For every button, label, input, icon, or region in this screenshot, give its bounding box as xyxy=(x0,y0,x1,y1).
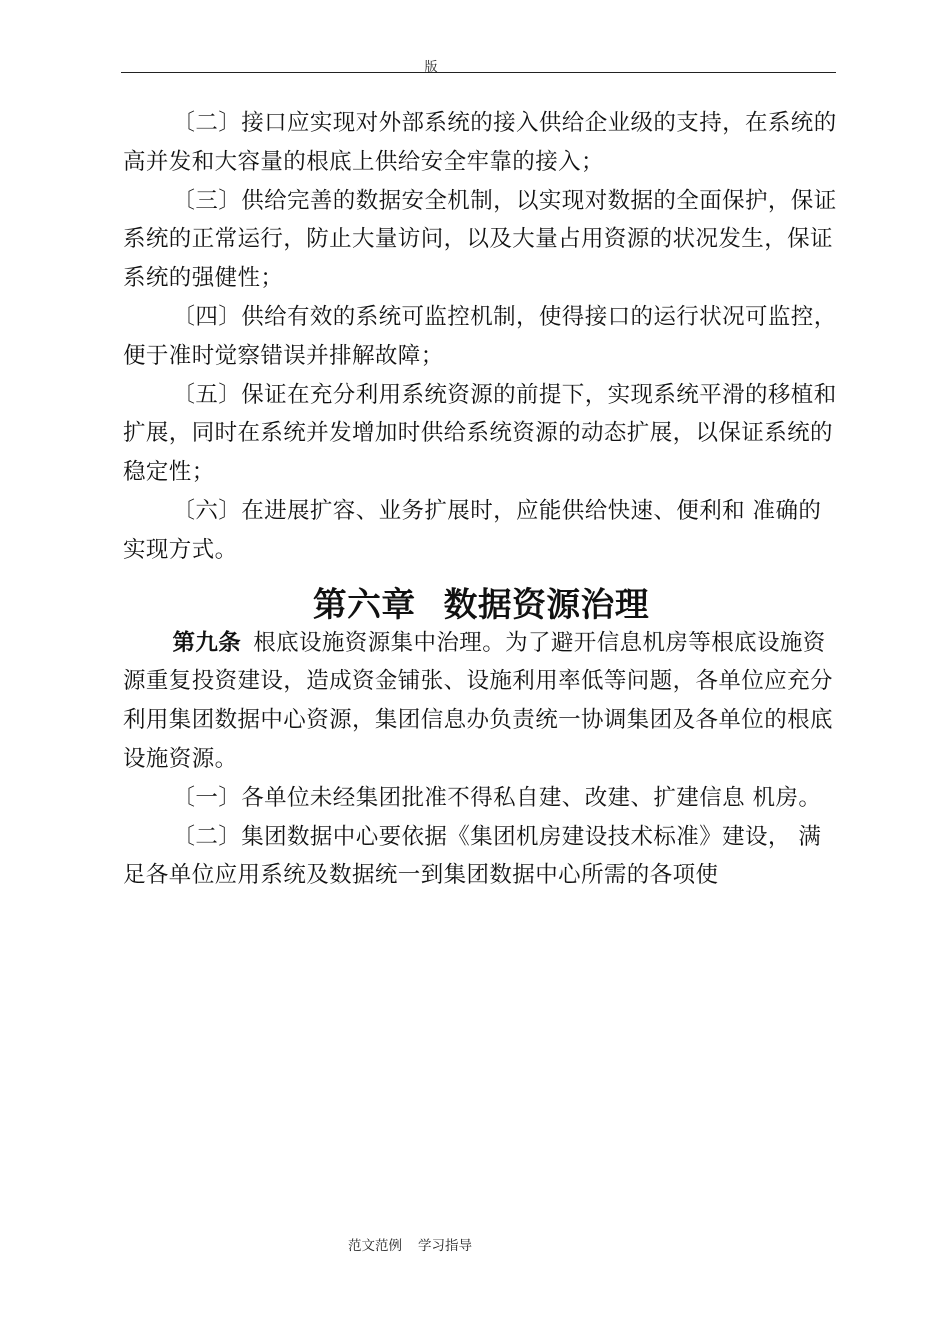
article-paragraph xyxy=(123,624,839,779)
clause-paragraph: 〔二〕集团数据中心要依据《集团机房建设技术标准》建设， 满足各单位应用系统及数据统一到集团数据中心所需的各项使 xyxy=(123,823,822,889)
header-divider xyxy=(121,72,836,73)
document-body xyxy=(123,104,839,895)
clause-paragraph: 〔四〕供给有效的系统可监控机制，使得接口的运行状况可监控，便于准时觉察错误并排解故障； xyxy=(123,303,837,369)
page-header: 版 xyxy=(424,60,438,75)
footer-right: 学习指导 xyxy=(418,1238,472,1254)
chapter-title: 数据资源治理 xyxy=(443,584,650,624)
clause-paragraph: 〔一〕各单位未经集团批准不得私自建、改建、扩建信息 机房。 xyxy=(172,784,822,811)
footer-left: 范文范例 xyxy=(348,1238,402,1254)
chapter-number: 第六章 xyxy=(312,584,416,624)
clause-paragraph: 〔三〕供给完善的数据安全机制，以实现对数据的全面保护，保证系统的正常运行，防止大量访问，以及大量占用资源的状况发生，保证系统的强健性； xyxy=(123,187,837,292)
clause-paragraph: 〔二〕接口应实现对外部系统的接入供给企业级的支持，在系统的高并发和大容量的根底上供给安全牢靠的接入； xyxy=(123,110,837,175)
chapter-heading xyxy=(123,570,839,624)
clause-paragraph: 〔六〕在进展扩容、业务扩展时，应能供给快速、便利和 准确的实现方式。 xyxy=(123,497,822,563)
article-number: 第九条 xyxy=(172,629,242,656)
article-text: 根底设施资源集中治理。为了避开信息机房等根底设施资源重复投资建设，造成资金铺张、设施利用率低等问题，各单位应充分利用集团数据中心资源，集团信息办负责统一协调集团及各单位的根底设施资源。 xyxy=(123,629,833,772)
clause-paragraph: 〔五〕保证在充分利用系统资源的前提下，实现系统平滑的移植和扩展，同时在系统并发增加时供给系统资源的动态扩展，以保证系统的稳定性； xyxy=(123,381,837,486)
page-footer xyxy=(0,1234,820,1254)
